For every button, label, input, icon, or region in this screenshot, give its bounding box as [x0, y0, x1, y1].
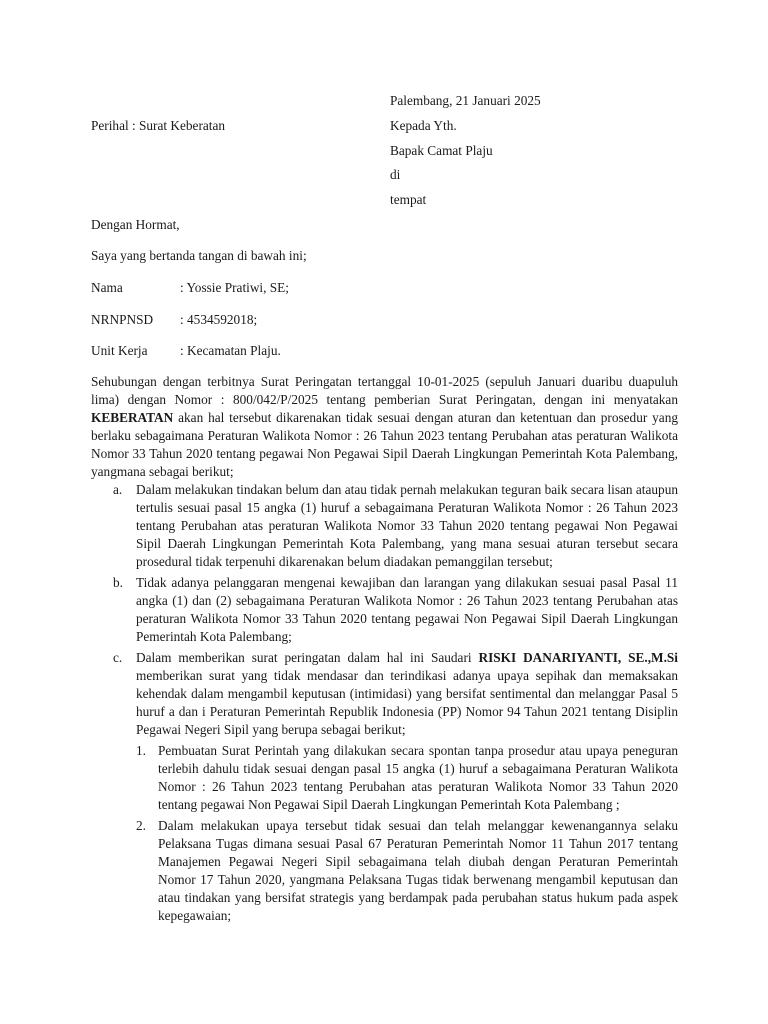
recipient-line-1: Kepada Yth. — [390, 118, 457, 133]
recipient-line-2: Bapak Camat Plaju — [390, 143, 493, 158]
identity-label-name: Nama — [91, 280, 123, 295]
body-paragraph — [91, 373, 678, 481]
intro-line: Saya yang bertanda tangan di bawah ini; — [91, 248, 307, 263]
item-c-bold-name: RISKI DANARIYANTI, SE.,M.Si — [478, 650, 678, 665]
item-c-text-after: memberikan surat yang tidak mendasar dan terindikasi adanya upaya sepihak dan memaksakan kehendak dalam mengambil keputusan (intimidasi) yang bersifat sentimental dan melanggar Pasal 5 huruf a dan i Peraturan Pemerintah Republik Indonesia (PP) Nomor 94 Tahun 2021 tentang Disiplin Pegawai Negeri Sipil yang berupa sebagai berikut; — [136, 668, 678, 737]
recipient-line-4: tempat — [390, 192, 427, 207]
identity-value-name: : Yossie Pratiwi, SE; — [180, 280, 289, 295]
body-text-after: akan hal tersebut dikarenakan tidak sesuai dengan aturan dan ketentuan dan prosedur yang berlaku sebagaimana Peraturan Walikota Nomor : 26 Tahun 2023 tentang Perubahan atas peraturan Walikota Nomor 33 Tahun 2020 tentang pegawai Non Pegawai Sipil Daerah Lingkungan Pemerintah Kota Palembang, yangmana sebagai berikut; — [91, 410, 678, 479]
sublist-item-1: Pembuatan Surat Perintah yang dilakukan secara spontan tanpa prosedur atau upaya peneguran terlebih dahulu tidak sesuai dengan pasal 15 angka (1) huruf a sebagaimana Peraturan Walikota Nomor : 26 Tahun 2023 tentang Perubahan atas peraturan Walikota Nomor 33 Tahun 2020 tentang pegawai Non Pegawai Sipil Daerah Lingkungan Pemerintah Kota Palembang ; — [158, 743, 678, 812]
identity-value-nrnpnsd: : 4534592018; — [180, 312, 258, 327]
list-item-c — [136, 649, 678, 739]
identity-value-unit: : Kecamatan Plaju. — [180, 343, 281, 358]
identity-label-nrnpnsd: NRNPNSD — [91, 312, 154, 327]
sublist-marker-2: 2. — [136, 818, 146, 833]
list-marker-a: a. — [113, 482, 123, 497]
list-item-a: Dalam melakukan tindakan belum dan atau tidak pernah melakukan teguran baik secara lisan ataupun tertulis sesuai pasal 15 angka (1) huruf a sebagaimana Peraturan Walikota Nomor : 26 Tahun 2023 tentang Perubahan atas peraturan Walikota Nomor 33 Tahun 2020 tentang pegawai Non Pegawai Sipil Daerah Lingkungan Pemerintah Kota Palembang, yang mana sesuai aturan tersebut secara prosedural tidak terpenuhi dikarenakan belum diadakan pemanggilan tersebut; — [136, 482, 678, 569]
recipient-line-3: di — [390, 167, 401, 182]
sublist-item-2: Dalam melakukan upaya tersebut tidak sesuai dan telah melanggar kewenangannya selaku Pelaksana Tugas dimana sesuai Pasal 67 Peraturan Pemerintah Nomor 11 Tahun 2017 tentang Manajemen Pegawai Negeri Sipil sebagaimana telah diubah dengan Peraturan Pemerintah Nomor 17 Tahun 2020, yangmana Pelaksana Tugas tidak berwenang mengambil keputusan dan atau tindakan yang bersifat strategis yang berdampak pada perubahan status hukum pada aspek kepegawaian; — [158, 818, 678, 923]
list-marker-c: c. — [113, 650, 123, 665]
body-text-before: Sehubungan dengan terbitnya Surat Peringatan tertanggal 10-01-2025 (sepuluh Januari duaribu duapuluh lima) dengan Nomor : 800/042/P/2025 tentang pemberian Surat Peringatan, dengan ini menyatakan — [91, 374, 678, 407]
identity-label-unit: Unit Kerja — [91, 343, 148, 358]
letter-subject: Perihal : Surat Keberatan — [91, 118, 226, 133]
body-keyword-keberatan: KEBERATAN — [91, 410, 174, 425]
item-c-text-before: Dalam memberikan surat peringatan dalam hal ini Saudari — [136, 650, 479, 665]
sublist-marker-1: 1. — [136, 743, 146, 758]
list-item-b: Tidak adanya pelanggaran mengenai kewajiban dan larangan yang dilakukan sesuai pasal Pasal 11 angka (1) dan (2) sebagaimana Peraturan Walikota Nomor : 26 Tahun 2023 tentang Perubahan atas peraturan Walikota Nomor 33 Tahun 2020 tentang pegawai Non Pegawai Sipil Daerah Lingkungan Pemerintah Kota Palembang; — [136, 575, 678, 644]
letter-date: Palembang, 21 Januari 2025 — [390, 93, 541, 108]
greeting: Dengan Hormat, — [91, 217, 180, 232]
list-marker-b: b. — [113, 575, 123, 590]
